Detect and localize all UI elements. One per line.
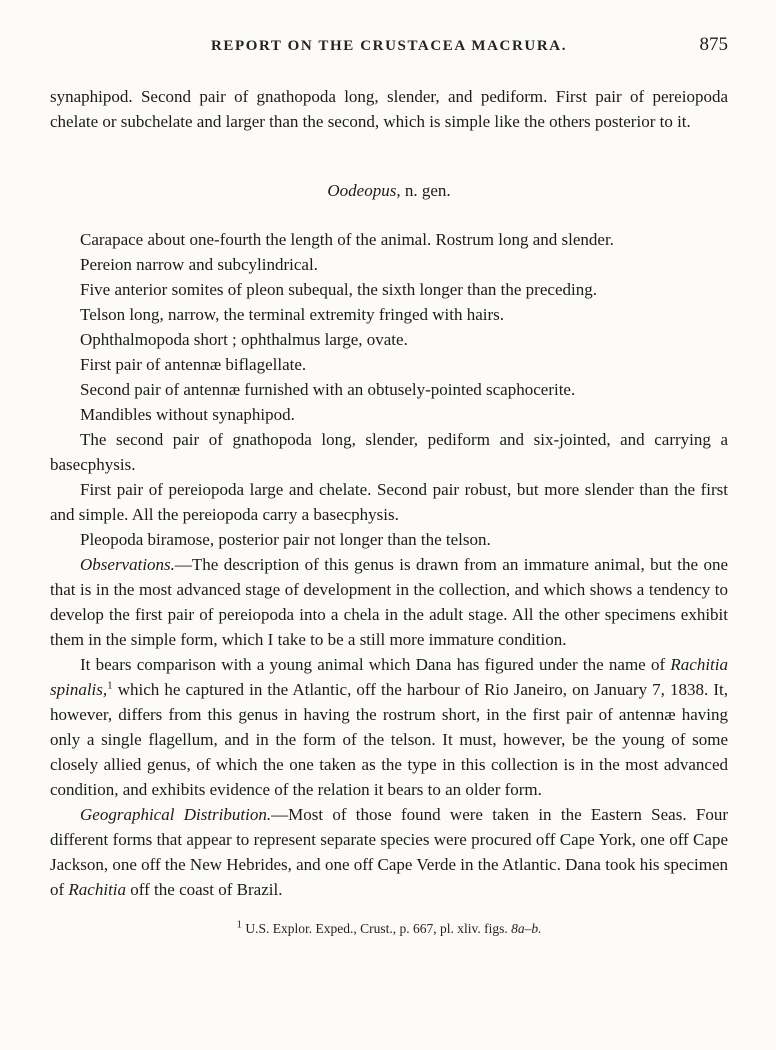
running-title: REPORT ON THE CRUSTACEA MACRURA. xyxy=(210,38,568,54)
distribution-text-2: off the coast of Brazil. xyxy=(126,880,283,899)
distribution-text-1: —Most of those found were taken in the Eastern Seas. Four different forms that appear to represent separate species were procured off Cape York, one off Cape Jackson, one off the New Hebrides, and one off Cape Verde in the Atlantic. Dana took his specimen of xyxy=(50,805,728,899)
footnote-marker: 1 xyxy=(236,918,242,931)
paragraph-diagnosis: Carapace about one-fourth the length of the animal. Rostrum long and slender. xyxy=(80,230,614,249)
observations-text: —The description of this genus is drawn from an immature animal, but the one that is in the most advanced stage of development in the collection, and which shows a tendency to develop the first pair of pereiopoda into a chela in the adult stage. All the other specimens exhibit them in the simple form, which I take to be a still more immature condition. xyxy=(50,555,728,649)
paragraph-diagnosis: Telson long, narrow, the terminal extremity fringed with hairs. xyxy=(80,305,505,324)
page-number: 875 xyxy=(699,34,728,55)
footnote-text: U.S. Explor. Exped., Crust., p. 667, pl. xliv. figs. xyxy=(242,921,512,936)
paragraph-diagnosis: Second pair of antennæ furnished with an obtusely-pointed scaphocerite. xyxy=(80,380,576,399)
footnote-figures: 8a–b. xyxy=(511,921,542,936)
paragraph-diagnosis: Pereion narrow and subcylindrical. xyxy=(80,255,318,274)
paragraph-observations xyxy=(50,552,728,652)
footnote xyxy=(50,920,728,938)
genus-heading-suffix: , n. gen. xyxy=(396,181,451,200)
paragraph-distribution xyxy=(50,802,728,902)
genus-name-inline: Rachitia xyxy=(68,880,127,899)
genus-heading xyxy=(50,178,728,203)
genus-name: Oodeopus xyxy=(327,181,397,200)
paragraph-diagnosis: Mandibles without synaphipod. xyxy=(80,405,295,424)
observations-lead: Observations. xyxy=(80,555,175,574)
page-body xyxy=(50,84,728,938)
comparison-text-2: which he captured in the Atlantic, off the harbour of Rio Janeiro, on January 7, 1838. It, however, differs from this genus in having the rostrum short, in the first pair of antennæ having only a single flagellum, and in the form of the telson. It must, however, be the young of some closely allied genus, of which the one taken as the type in this collection is in the most advanced condition, and exhibits evidence of the relation it bears to an older form. xyxy=(50,680,728,799)
paragraph-diagnosis: Five anterior somites of pleon subequal, the sixth longer than the preceding. xyxy=(80,280,597,299)
footnote-reference-marker: 1 xyxy=(107,679,113,692)
paragraph-comparison xyxy=(50,652,728,802)
paragraph-continuation: synaphipod. Second pair of gnathopoda long, slender, and pediform. First pair of pereiopoda chelate or subchelate and larger than the second, which is simple like the others posterior to it. xyxy=(50,87,728,131)
species-name: Rachitia spinalis, xyxy=(50,655,728,699)
page-header xyxy=(50,0,728,62)
paragraph-diagnosis: Ophthalmopoda short ; ophthalmus large, ovate. xyxy=(80,330,408,349)
comparison-text-1: It bears comparison with a young animal which Dana has figured under the name of xyxy=(80,655,671,674)
paragraph-diagnosis: First pair of pereiopoda large and chelate. Second pair robust, but more slender than the first and simple. All the pereiopoda carry a basecphysis. xyxy=(50,480,728,524)
paragraph-diagnosis: The second pair of gnathopoda long, slender, pediform and six-jointed, and carrying a basecphysis. xyxy=(50,430,728,474)
paragraph-diagnosis: Pleopoda biramose, posterior pair not longer than the telson. xyxy=(80,530,491,549)
distribution-lead: Geographical Distribution. xyxy=(80,805,272,824)
paragraph-diagnosis: First pair of antennæ biflagellate. xyxy=(80,355,307,374)
